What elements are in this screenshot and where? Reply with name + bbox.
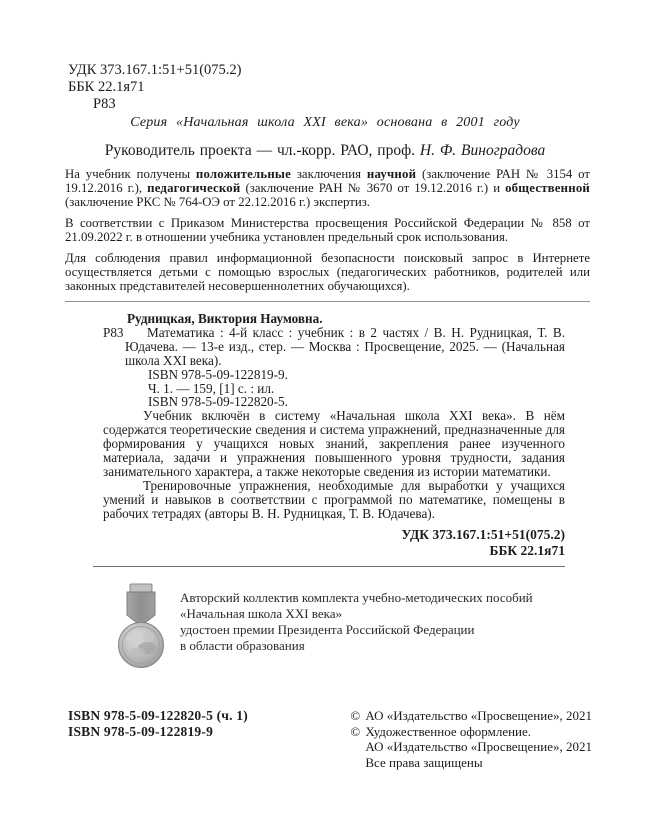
award-block — [118, 583, 650, 674]
bbk-code-bottom: ББК 22.1я71 — [489, 543, 565, 559]
footer-isbn-series: ISBN 978-5-09-122819-9 — [68, 724, 214, 739]
catalogue-codes-top — [68, 62, 650, 113]
copyright-artwork: Художественное оформление. — [365, 723, 532, 739]
expertise-text: (заключение РАН № 3670 от 19.12.2016 г.) и — [240, 181, 506, 195]
copyright-publisher: АО «Издательство «Просвещение», 2021 — [365, 708, 592, 723]
expertise-text: На учебник получены — [65, 167, 196, 181]
copyright-publisher-2: АО «Издательство «Просвещение», 2021 — [365, 739, 592, 754]
bbk-code: ББК 22.1я71 — [68, 79, 145, 95]
project-lead-prefix: Руководитель проекта — чл.-корр. РАО, проф. — [104, 142, 420, 159]
project-lead-line — [0, 142, 650, 160]
card-author-sign: Р83 — [103, 324, 124, 340]
award-line: Авторский коллектив комплекта учебно-методических пособий — [180, 589, 533, 605]
bibliographic-description: Математика : 4-й класс : учебник : в 2 частях / В. Н. Рудницкая, Т. В. Юдачева. — 13-е изд., стер. — Москва : Просвещение, 2025. — (Начальная школа XXI века). — [125, 324, 565, 368]
copyright-icon: © — [350, 723, 361, 739]
catalogue-card — [103, 312, 565, 560]
divider-top — [65, 301, 590, 302]
part-pages-line: Ч. 1. — 159, [1] с. : ил. — [148, 380, 275, 396]
expertise-bold: педагогической — [147, 181, 241, 195]
isbn-series-line: ISBN 978-5-09-122819-9. — [148, 366, 288, 382]
udk-code: УДК 373.167.1:51+51(075.2) — [68, 62, 242, 78]
internet-safety-notice: Для соблюдения правил информационной безопасности поисковый запрос в Интернете осуществляется детьми с помощью взрослых (педагогических работников, родителей или законных представителей несовершеннолетних обучающихся). — [65, 251, 590, 293]
expertise-bold: общественной — [505, 181, 590, 195]
catalogue-codes-bottom — [103, 527, 565, 560]
isbn-part-line: ISBN 978-5-09-122820-5. — [148, 394, 288, 410]
bibliographic-entry — [103, 326, 565, 409]
copyright-icon: © — [350, 708, 361, 723]
card-author: Рудницкая, Виктория Наумовна. — [127, 311, 323, 326]
footer-copyright-block — [350, 708, 592, 770]
imprint-footer — [0, 708, 650, 770]
author-sign-code: Р83 — [93, 96, 116, 112]
award-line: удостоен премии Президента Российской Федерации — [180, 621, 475, 637]
expertise-bold: научной — [366, 167, 417, 181]
rights-reserved: Все права защищены — [365, 754, 483, 770]
expertise-text: (заключение РКС № 764-ОЭ от 22.12.2016 г.) экспертиз. — [65, 195, 370, 209]
usage-term-notice: В соответствии с Приказом Министерства просвещения Российской Федерации № 858 от 21.09.2022 г. в отношении учебника установлен предельный срок использования. — [65, 216, 590, 244]
footer-isbn-block — [68, 708, 248, 770]
medal-icon — [118, 583, 164, 674]
isbn-block — [148, 368, 565, 410]
award-line: «Начальная школа XXI века» — [180, 605, 343, 621]
expertise-text: (заключение РАН № 3154 от 19.12.2016 г.), — [65, 167, 590, 195]
copyright-line — [350, 724, 592, 740]
copyright-line — [350, 755, 592, 771]
project-lead-name: Н. Ф. Виноградова — [419, 142, 546, 159]
award-line: в области образования — [180, 637, 305, 653]
annotation-paragraph-2: Тренировочные упражнения, необходимые для выработки у учащихся умений и навыков в соответствии с программой по математике, помещены в рабочих тетрадях (авторы В. Н. Рудницкая, Т. В. Юдачева). — [103, 477, 565, 521]
footer-isbn-part: ISBN 978-5-09-122820-5 (ч. 1) — [68, 708, 248, 723]
expertise-notice — [65, 167, 590, 209]
copyright-line — [350, 708, 592, 724]
award-text — [180, 583, 533, 674]
copyright-line — [350, 739, 592, 755]
divider-bottom — [93, 566, 565, 567]
series-note: Серия «Начальная школа XXI века» основана в 2001 году — [130, 115, 520, 130]
udk-code-bottom: УДК 373.167.1:51+51(075.2) — [401, 526, 565, 542]
expertise-text: заключения — [291, 167, 367, 181]
annotation-paragraph-1: Учебник включён в систему «Начальная школа XXI века». В нём содержатся теоретические сведения и система упражнений, предназначенные для формирования у учащихся новых знаний, закрепления ранее изученного материала, задачи и упражнения повышенного уровня трудности, задания занимательного характера, а также некоторые сведения из истории математики. — [103, 408, 565, 479]
expertise-bold: положительные — [195, 167, 291, 181]
